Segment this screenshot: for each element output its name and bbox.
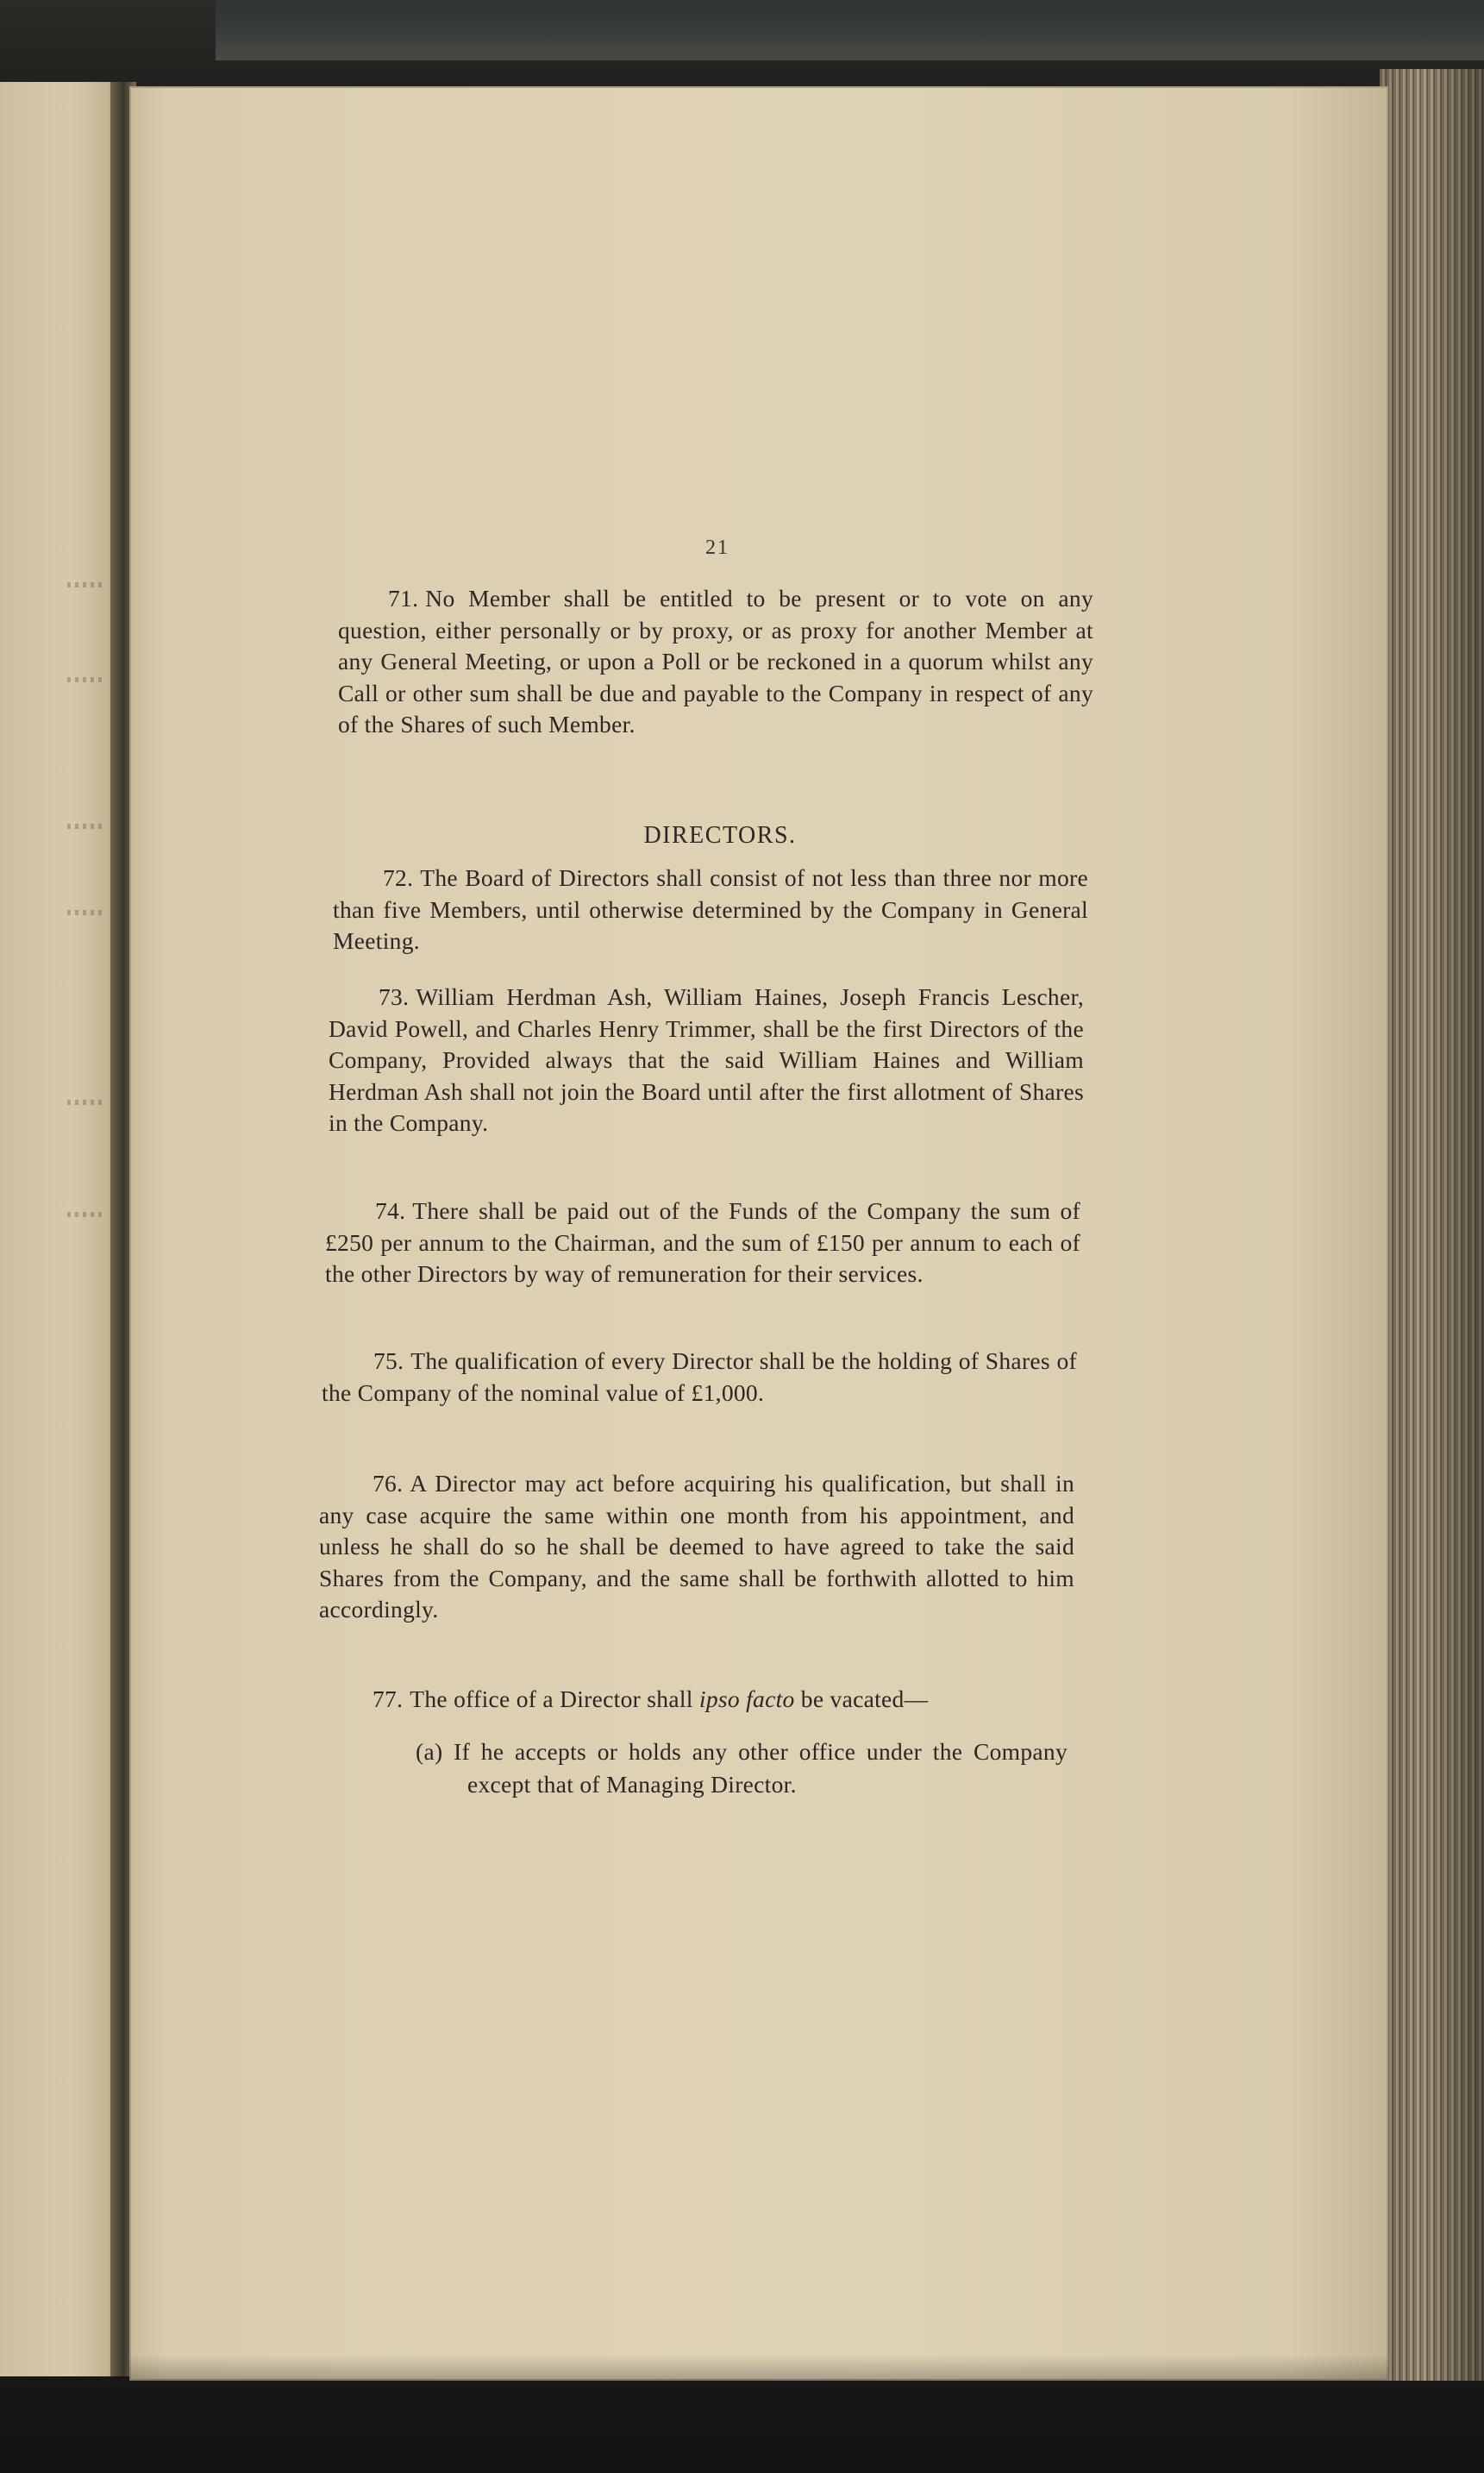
book-cover-top bbox=[216, 0, 1484, 60]
left-page-mark bbox=[67, 1212, 102, 1217]
paragraph-77 bbox=[319, 1684, 1074, 1716]
section-heading-directors: DIRECTORS. bbox=[643, 822, 797, 849]
subparagraph-text: If he accepts or holds any other office under the Company except that of Managing Director. bbox=[454, 1738, 1068, 1798]
paragraph-number: 74. bbox=[375, 1197, 406, 1224]
subparagraph-label: (a) bbox=[416, 1738, 443, 1765]
paragraph-italic: ipso facto bbox=[698, 1685, 795, 1712]
subparagraph-a bbox=[416, 1735, 1068, 1801]
paragraph-text-after: be vacated— bbox=[800, 1685, 929, 1712]
left-page-mark bbox=[67, 910, 102, 915]
paragraph-number: 77. bbox=[373, 1685, 404, 1712]
left-page-mark bbox=[67, 582, 102, 587]
paragraph-number: 76. bbox=[373, 1470, 404, 1497]
left-page-mark bbox=[67, 824, 102, 829]
paragraph-text: There shall be paid out of the Funds of the Company the sum of £250 per annum to the Chairman, and the sum of £150 per annum to each of the other Directors by way of remuneration for their services. bbox=[325, 1197, 1080, 1287]
page-edges-shade bbox=[1380, 69, 1484, 2381]
left-page-mark bbox=[67, 1100, 102, 1105]
left-page-edge bbox=[0, 82, 119, 2376]
paragraph-73 bbox=[329, 982, 1084, 1139]
page-number: 21 bbox=[705, 537, 729, 559]
paragraph-text: William Herdman Ash, William Haines, Joseph Francis Lescher, David Powell, and Charles Henry Trimmer, shall be the first Directors of the Company, Provided always that the said William Haines and William Herdman Ash shall not join the Board until after the first allotment of Shares in the Company. bbox=[329, 983, 1084, 1136]
paragraph-text: A Director may act before acquiring his qualification, but shall in any case acquire the same within one month from his appointment, and unless he shall do so he shall be deemed to have agreed to take the said Shares from the Company, and the same shall be forthwith allotted to him accordingly. bbox=[319, 1470, 1074, 1623]
paragraph-text: The qualification of every Director shall be the holding of Shares of the Company of the nominal value of £1,000. bbox=[322, 1347, 1077, 1406]
paragraph-72 bbox=[333, 863, 1088, 957]
paragraph-text: The Board of Directors shall consist of not less than three nor more than five Members, until otherwise determined by the Company in General Meeting. bbox=[333, 864, 1088, 954]
paragraph-number: 71. bbox=[388, 585, 419, 612]
paragraph-number: 73. bbox=[379, 983, 410, 1010]
page-bottom-shadow bbox=[129, 2355, 1388, 2381]
left-page-mark bbox=[67, 677, 102, 682]
paragraph-text: The office of a Director shall bbox=[410, 1685, 693, 1712]
paragraph-number: 75. bbox=[373, 1347, 404, 1374]
paragraph-71 bbox=[338, 583, 1093, 741]
paragraph-number: 72. bbox=[383, 864, 414, 891]
paragraph-74 bbox=[325, 1196, 1080, 1290]
paragraph-text: No Member shall be entitled to be present or to vote on any question, either personally or by proxy, or as proxy for another Member at any General Meeting, or upon a Poll or be reckoned in a quorum whilst any Call or other sum shall be due and payable to the Company in respect of any of the Shares of such Member. bbox=[338, 585, 1093, 738]
paragraph-75 bbox=[322, 1346, 1077, 1409]
paragraph-76 bbox=[319, 1468, 1074, 1626]
